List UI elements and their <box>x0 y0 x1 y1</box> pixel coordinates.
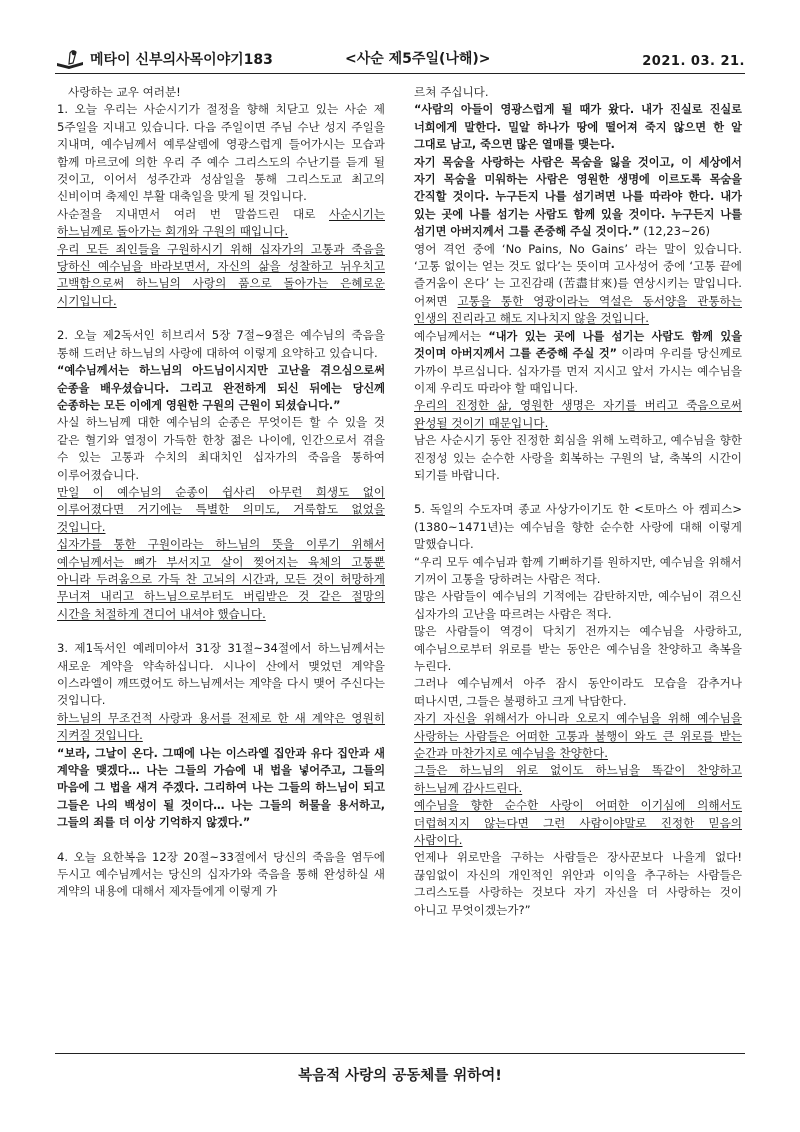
page-header <box>55 44 745 74</box>
paragraph-2: 2. 오늘 제2독서인 히브리서 5장 7절~9절은 예수님의 죽음을 통해 드러난 하느님의 사랑에 대하여 이렇게 요약하고 있습니다. <box>57 328 385 360</box>
greeting: 사랑하는 교우 여러분! <box>68 85 181 99</box>
series-title: 메타이 신부의사목이야기183 <box>90 52 273 68</box>
paragraph-proverb: 영어 격언 중에 ‘No Pains, No Gains’ 라는 말이 있습니다. ‘고통 없이는 얻는 것도 없다’는 뜻이며 고사성어 중에 ‘고통 끝에 즐거움이 온다’ 는 고진감래 (苦盡甘來)를 연상시키는 말입니다. 어쩌면 고통을 통한 영광이라는 역설은 동서양을 관통하는 인생의 진리라고 해도 지나치지 않을 것입니다. <box>414 241 742 326</box>
underlined-phrase-2: 고통을 통한 영광이라는 역설은 동서양을 관통하는 인생의 진리라고 해도 지나치지 않을 것입니다. <box>414 293 742 326</box>
kempis-7: 예수님을 향한 순수한 사랑이 어떠한 이기심에 의해서도 더럽혀지지 않는다면 그런 사람이야말로 진정한 믿음의 사람이다. <box>414 798 742 848</box>
paragraph-call: 예수님께서는 “내가 있는 곳에 나를 섬기는 사람도 함께 있을 것이며 아버지께서 그를 존중해 주실 것” 이라며 우리를 당신께로 가까이 부르십니다. 십자가를 먼저 지시고 앞서 가시는 예수님을 이제 우리도 따라야 할 때입니다. <box>414 328 742 395</box>
paragraph-life: 우리의 진정한 삶, 영원한 생명은 자기를 버리고 죽음으로써 완성될 것이기 때문입니다. <box>414 398 742 430</box>
paragraph-2c: 만일 이 예수님의 순종이 쉽사리 아무런 희생도 없이 이루어졌다면 거기에는 특별한 의미도, 거룩함도 없었을 것입니다. <box>57 484 385 534</box>
kempis-8: 언제나 위로만을 구하는 사람들은 장사꾼보다 나을게 없다! 끊임없이 자신의 개인적인 위안과 이익을 추구하는 사람들은 그리스도를 사랑하는 것보다 자기 자신을 더 사랑하는 것이 아니고 무엇이겠는가?” <box>414 850 742 917</box>
kempis-6: 그들은 하느님의 위로 없이도 하느님을 똑같이 찬양하고 하느님께 감사드린다. <box>414 763 742 795</box>
paragraph-3b: 하느님의 무조건적 사랑과 용서를 전제로 한 새 계약은 영원히 지켜질 것입니다. <box>57 710 385 743</box>
open-book-hand-icon <box>55 49 85 69</box>
quote-jeremiah: “보라, 그날이 온다. 그때에 나는 이스라엘 집안과 유다 집안과 새 계약을 맺겠다… 나는 그들의 가슴에 내 법을 넣어주고, 그들의 마음에 그 법을 새겨 주겠다. 그리하여 나는 그들의 하느님이 되고 그들은 나의 백성이 될 것이다… 나는 그들의 허물을 용서하고, 그들의 죄를 더 이상 기억하지 않겠다.” <box>57 746 385 830</box>
kempis-3: 많은 사람들이 역경이 닥치기 전까지는 예수님을 사랑하고, 예수님으로부터 위로를 받는 동안은 예수님을 찬양하고 축복을 누린다. <box>414 624 742 673</box>
header-left <box>55 49 273 69</box>
paragraph-1: 1. 오늘 우리는 사순시기가 절정을 향해 치닫고 있는 사순 제 5주일을 지내고 있습니다. 다음 주일이면 주님 수난 성지 주일을 지내며, 예수님께서 예루살렘에 영광스럽게 들어가시는 모습과 함께 마르코에 의한 우리 주 예수 그리스도의 수난기를 듣게 될 것이고, 이어서 성주간과 성삼일을 통해 그리스도교 최고의 신비이며 축제인 부활 대축일을 맞게 될 것입니다. <box>57 102 385 204</box>
issue-date: 2021. 03. 21. <box>642 54 745 69</box>
kempis-4: 그러나 예수님께서 아주 잠시 동안이라도 모습을 감추거나 떠나시면, 그들은 불평하고 크게 낙담한다. <box>414 676 742 708</box>
quote-john-2: 자기 목숨을 사랑하는 사람은 목숨을 잃을 것이고, 이 세상에서 자기 목숨을 미워하는 사람은 영원한 생명에 이르도록 목숨을 간직할 것이다. 누구든지 나를 섬기려면 나를 따라야 한다. 내가 있는 곳에 나를 섬기는 사람도 함께 있을 것이다. 누구든지 나를 섬기면 아버지께서 그를 존중해 주실 것이다.” (12,23~26) <box>414 155 742 239</box>
left-column <box>57 84 385 901</box>
paragraph-1b: 사순절을 지내면서 여러 번 말씀드린 대로 사순시기는 하느님께로 돌아가는 회개와 구원의 때입니다. <box>57 206 385 239</box>
right-column <box>414 84 742 919</box>
underlined-phrase: 사순시기는 하느님께로 돌아가는 회개와 구원의 때입니다. <box>57 206 385 239</box>
footer-divider <box>55 1053 745 1054</box>
quote-john-1: “사람의 아들이 영광스럽게 될 때가 왔다. 내가 진실로 진실로 너희에게 말한다. 밀알 하나가 땅에 떨어져 죽지 않으면 한 알 그대로 남고, 죽으면 많은 열매를 맺는다. <box>414 103 742 152</box>
kempis-2: 많은 사람들이 예수님의 기적에는 감탄하지만, 예수님이 겪으신 십자가의 고난을 따르려는 사람은 적다. <box>414 589 742 621</box>
paragraph-3: 3. 제1독서인 예레미야서 31장 31절~34절에서 하느님께서는 새로운 계약을 약속하십니다. 시나이 산에서 맺었던 계약을 이스라엘이 깨뜨렸어도 하느님께서는 계약을 다시 맺어 주신다는 것입니다. <box>57 641 385 708</box>
paragraph-4-cont: 르쳐 주십니다. <box>414 85 489 99</box>
sunday-title: <사순 제5주일(나해)> <box>345 51 491 67</box>
paragraph-1c: 우리 모든 죄인들을 구원하시기 위해 십자가의 고통과 죽음을 당하신 예수님을 바라보면서, 자신의 삶을 성찰하고 뉘우치고 고백함으로써 하느님의 사랑의 품으로 돌아가는 은혜로운 시기입니다. <box>57 241 385 308</box>
quote-hebrews: “예수님께서는 하느님의 아드님이시지만 고난을 겪으심으로써 순종을 배우셨습니다. 그리고 완전하게 되신 뒤에는 당신께 순종하는 모든 이에게 영원한 구원의 근원이 되셨습니다.” <box>57 364 385 412</box>
kempis-1: “우리 모두 예수님과 함께 기뻐하기를 원하지만, 예수님을 위해서 기꺼이 고통을 당하려는 사람은 적다. <box>414 554 742 586</box>
inline-quote: “내가 있는 곳에 나를 섬기는 사람도 함께 있을 것이며 아버지께서 그를 존중해 주실 것” <box>414 329 742 361</box>
paragraph-5: 5. 독일의 수도자며 종교 사상가이기도 한 <토마스 아 켐피스>(1380~1471년)는 예수님을 향한 순수한 사랑에 대해 이렇게 말했습니다. <box>414 502 742 552</box>
quote-reference: (12,23~26) <box>639 224 710 239</box>
paragraph-2d: 십자가를 통한 구원이라는 하느님의 뜻을 이루기 위해서 예수님께서는 뼈가 부서지고 살이 찢어지는 육체의 고통뿐 아니라 두려움으로 가득 찬 고뇌의 시간과, 모든 것이 허망하게 무너져 내리고 하느님으로부터도 버림받은 것 같은 절망의 시간을 처절하게 견디어 내셔야 했습니다. <box>57 537 385 621</box>
paragraph-2b: 사실 하느님께 대한 예수님의 순종은 무엇이든 할 수 있을 것 같은 혈기와 열정이 가득한 한창 젊은 나이에, 인간으로서 겪을 수 있는 고통과 수치의 최대치인 십자가의 죽음을 통하여 이루어졌습니다. <box>57 415 385 482</box>
paragraph-4: 4. 오늘 요한복음 12장 20절~33절에서 당신의 죽음을 염두에 두시고 예수님께서는 당신의 십자가와 죽음을 통해 완성하실 새 계약의 내용에 대해서 제자들에게 이렇게 가 <box>57 849 385 899</box>
paragraph-wish: 남은 사순시기 동안 진정한 회심을 위해 노력하고, 예수님을 향한 진정성 있는 순수한 사랑을 회복하는 구원의 날, 축복의 시간이 되기를 바랍니다. <box>414 433 742 482</box>
kempis-5: 자기 자신을 위해서가 아니라 오로지 예수님을 위해 예수님을 사랑하는 사람들은 어떠한 고통과 불행이 와도 큰 위로를 받는 순간과 마찬가지로 예수님을 찬양한다. <box>414 711 742 761</box>
footer-motto: 복음적 사랑의 공동체를 위하여! <box>298 1068 502 1084</box>
